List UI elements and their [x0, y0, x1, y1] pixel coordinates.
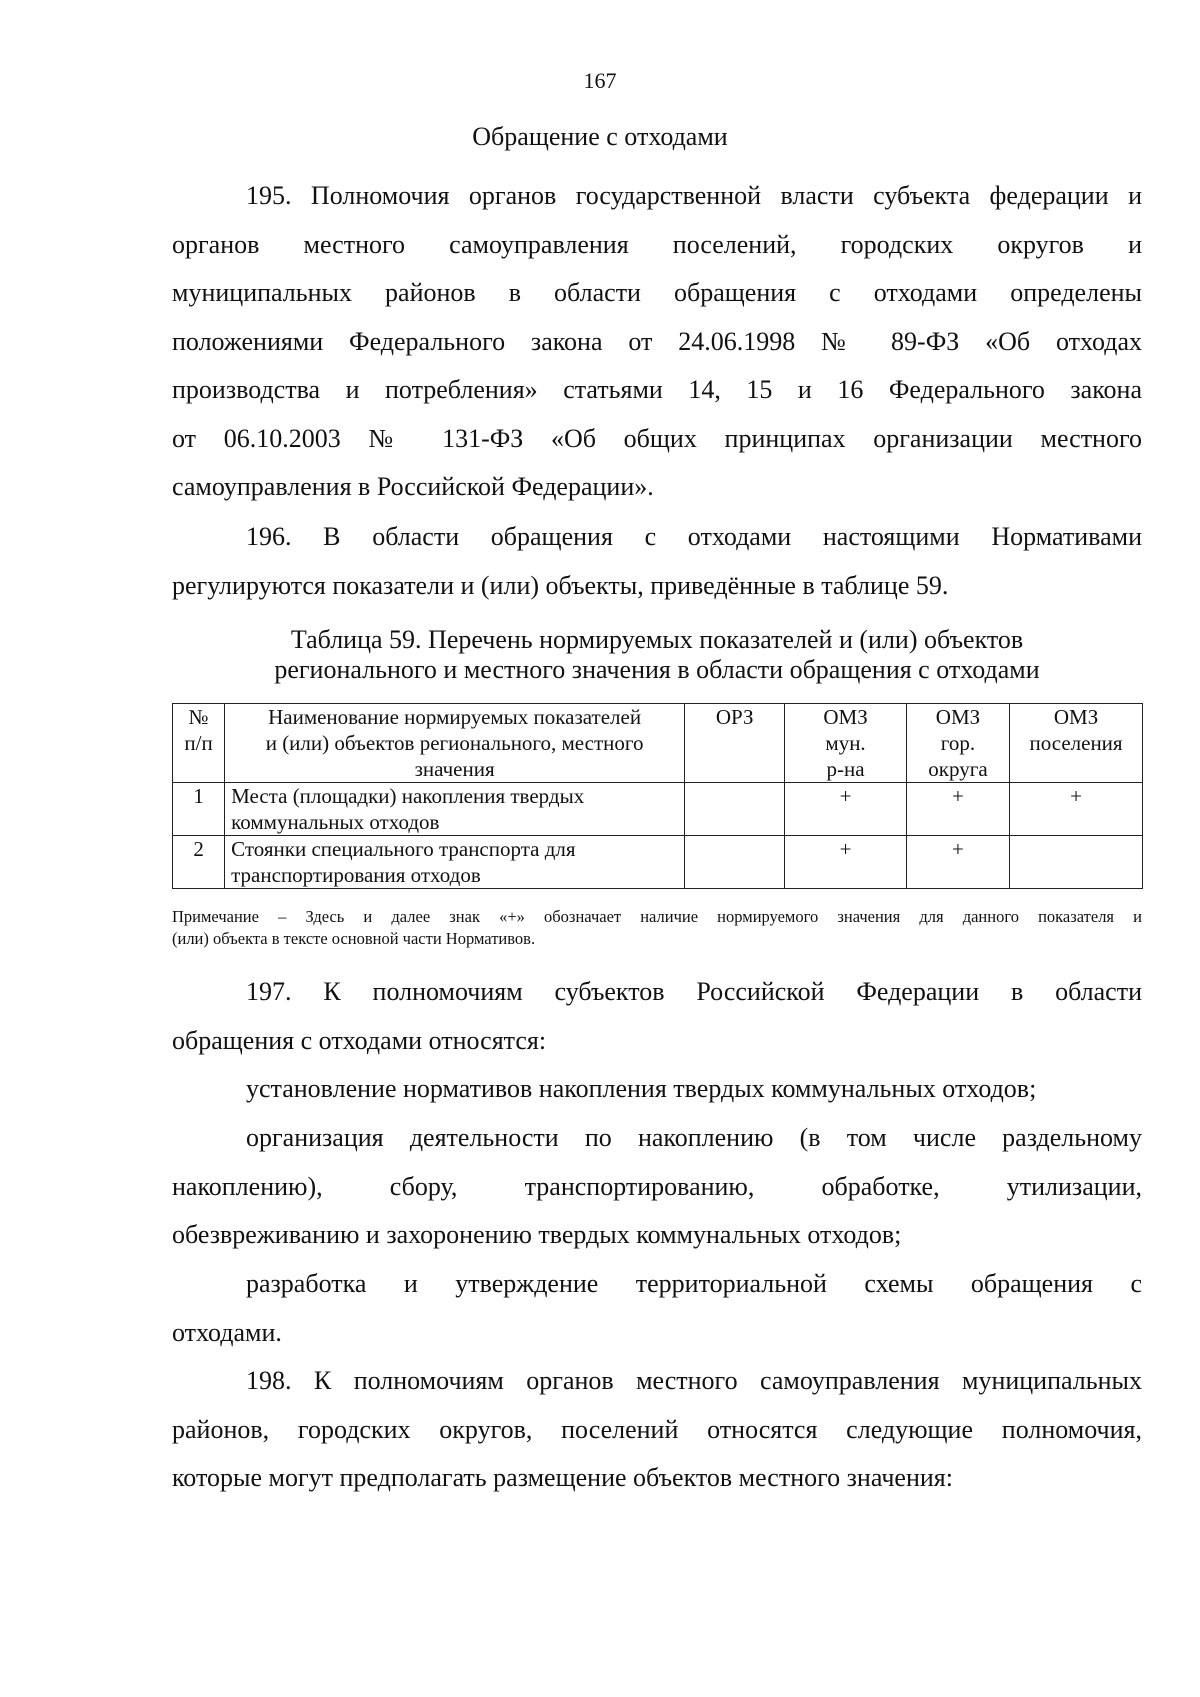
table-row: [173, 783, 1143, 836]
paragraph-line: 195. Полномочия органов государственной власти субъекта федерации и: [246, 181, 1142, 210]
cell-orz: [685, 783, 785, 836]
header-num: [173, 704, 225, 783]
paragraph-196: [172, 513, 1142, 610]
paragraph-line: накоплению), сбору, транспортированию, обработке, утилизации,: [172, 1171, 1142, 1201]
header-text: ОМЗ: [823, 705, 868, 729]
paragraph-line: органов местного самоуправления поселений, городских округов и: [172, 229, 1142, 259]
list-item-2: [172, 1114, 1142, 1260]
table-note: [172, 906, 1142, 950]
cell-num: 2: [173, 836, 225, 889]
paragraph-line: районов, городских округов, поселений относятся следующие полномочия,: [172, 1414, 1142, 1444]
header-text: округа: [928, 757, 988, 781]
cell-name: [225, 836, 685, 889]
header-text: поселения: [1029, 731, 1123, 755]
paragraph-line: от 06.10.2003 № 131-ФЗ «Об общих принципах организации местного: [172, 423, 1142, 453]
paragraph-line: производства и потребления» статьями 14, 15 и 16 Федерального закона: [172, 375, 1142, 404]
paragraph-line: отходами.: [172, 1317, 282, 1347]
cell-name: [225, 783, 685, 836]
header-text: мун.: [825, 731, 866, 755]
norms-table: [172, 703, 1143, 889]
paragraph-line: обращения с отходами относятся:: [172, 1025, 547, 1055]
paragraph-line: 198. К полномочиям органов местного самоуправления муниципальных: [246, 1366, 1142, 1395]
table-caption-line: Таблица 59. Перечень нормируемых показателей и (или) объектов: [290, 625, 1024, 654]
header-omz-gor: [906, 704, 1009, 783]
paragraph-195: [172, 172, 1142, 512]
paragraph-line: муниципальных районов в области обращения с отходами определены: [172, 278, 1142, 307]
header-text: п/п: [184, 731, 213, 755]
paragraph-line: самоуправления в Российской Федерации».: [172, 472, 654, 501]
header-text: значения: [414, 757, 495, 781]
header-text: Наименование нормируемых показателей: [268, 705, 642, 729]
header-text: ОМЗ: [935, 705, 981, 729]
header-omz-mun: [785, 704, 907, 783]
cell-omz-pos: +: [1010, 783, 1143, 836]
paragraph-line: обезвреживанию и захоронению твердых коммунальных отходов;: [172, 1220, 902, 1249]
paragraph-198: [172, 1357, 1142, 1503]
page-number: 167: [583, 68, 617, 93]
table-row: [173, 836, 1143, 889]
cell-orz: [685, 836, 785, 889]
cell-text: коммунальных отходов: [231, 810, 440, 834]
header-name: [225, 704, 685, 783]
cell-text: транспортирования отходов: [231, 863, 481, 887]
cell-num: 1: [173, 783, 225, 836]
cell-omz-gor: +: [906, 783, 1009, 836]
paragraph-line: разработка и утверждение территориальной схемы обращения с: [246, 1269, 1142, 1298]
paragraph-line: 197. К полномочиям субъектов Российской Федерации в области: [246, 977, 1142, 1006]
cell-omz-pos: [1010, 836, 1143, 889]
header-text: ОРЗ: [715, 705, 754, 729]
section-title: Обращение с отходами: [472, 122, 728, 151]
header-text: гор.: [940, 731, 976, 755]
list-item-1: [172, 1065, 1142, 1114]
cell-omz-mun: +: [785, 836, 907, 889]
header-text: ОМЗ: [1053, 705, 1099, 729]
paragraph-line: которые могут предполагать размещение объектов местного значения:: [172, 1463, 953, 1492]
paragraph-line: организация деятельности по накоплению (в том числе раздельному: [246, 1123, 1142, 1152]
cell-text: Места (площадки) накопления твердых: [231, 784, 585, 808]
table-caption: [172, 625, 1142, 685]
cell-omz-mun: +: [785, 783, 907, 836]
cell-omz-gor: +: [906, 836, 1009, 889]
note-line: (или) объекта в тексте основной части Нормативов.: [172, 929, 536, 948]
paragraph-line: регулируются показатели и (или) объекты, приведённые в таблице 59.: [172, 570, 949, 600]
header-text: №: [188, 705, 209, 729]
table-caption-line: регионального и местного значения в области обращения с отходами: [274, 655, 1040, 684]
paragraph-197: [172, 968, 1142, 1065]
list-item-3: [172, 1260, 1142, 1357]
header-omz-pos: [1010, 704, 1143, 783]
header-orz: [685, 704, 785, 783]
paragraph-line: положениями Федерального закона от 24.06.1998 № 89-ФЗ «Об отходах: [172, 326, 1142, 356]
header-text: р-на: [826, 757, 865, 781]
note-line: Примечание – Здесь и далее знак «+» обозначает наличие нормируемого значения для данного показателя и: [172, 907, 1142, 926]
paragraph-line: установление нормативов накопления твердых коммунальных отходов;: [246, 1074, 1037, 1103]
paragraph-line: 196. В области обращения с отходами настоящими Нормативами: [246, 522, 1142, 551]
header-text: и (или) объектов регионального, местного: [265, 731, 644, 755]
cell-text: Стоянки специального транспорта для: [231, 837, 576, 861]
table-header-row: [173, 704, 1143, 783]
